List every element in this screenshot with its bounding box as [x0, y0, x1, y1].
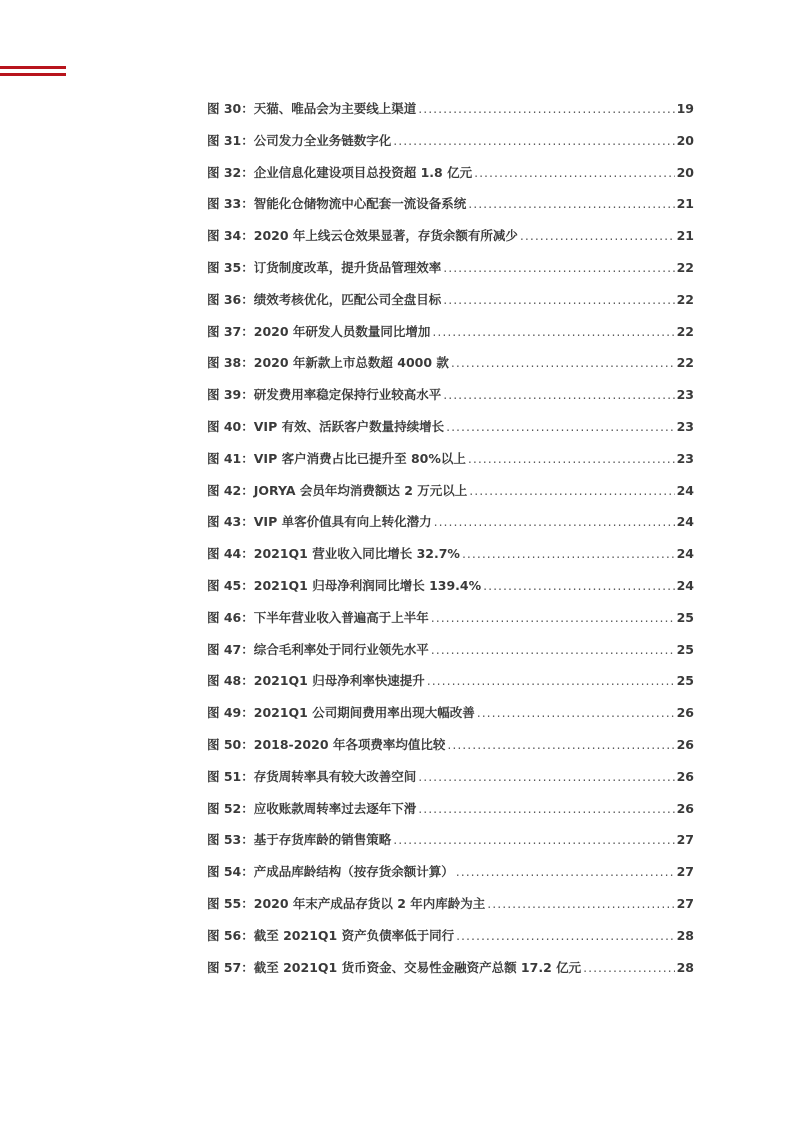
toc-entry-title: 综合毛利率处于同行业领先水平: [253, 641, 429, 657]
toc-entry-label: 图 46：: [207, 609, 254, 625]
toc-entry-label: 图 45：: [207, 577, 254, 593]
toc-entry-title: 2020 年新款上市总数超 4000 款: [253, 355, 449, 371]
toc-entry-page: 22: [676, 259, 694, 275]
toc-entry-label: 图 38：: [207, 355, 254, 371]
toc-entry-title: 截至 2021Q1 资产负债率低于同行: [253, 927, 455, 943]
toc-entry-title: VIP 单客价值具有向上转化潜力: [253, 514, 432, 530]
toc-entry[interactable]: [207, 419, 694, 451]
toc-entry-label: 图 50：: [207, 736, 254, 752]
toc-entry[interactable]: [207, 610, 694, 642]
toc-dot-leader: [393, 133, 674, 149]
toc-entry[interactable]: [207, 483, 694, 515]
toc-entry-page: 24: [676, 482, 694, 498]
toc-entry-page: 25: [676, 641, 694, 657]
toc-entry-title: VIP 有效、活跃客户数量持续增长: [253, 418, 445, 434]
toc-entry-page: 25: [676, 673, 694, 689]
toc-entry[interactable]: [207, 769, 694, 801]
toc-entry[interactable]: [207, 578, 694, 610]
toc-entry[interactable]: [207, 292, 694, 324]
toc-entry-title: 企业信息化建设项目总投资超 1.8 亿元: [253, 164, 473, 180]
toc-entry-title: 基于存货库龄的销售策略: [253, 832, 392, 848]
toc-entry-label: 图 54：: [207, 864, 254, 880]
toc-entry-title: 2020 年上线云仓效果显著，存货余额有所减少: [253, 228, 518, 244]
toc-entry[interactable]: [207, 165, 694, 197]
figure-toc-list: [207, 101, 694, 991]
toc-entry-page: 24: [676, 546, 694, 562]
toc-entry-label: 图 31：: [207, 132, 254, 148]
toc-entry-label: 图 37：: [207, 323, 254, 339]
toc-entry-page: 24: [676, 577, 694, 593]
toc-entry-title: 天猫、唯品会为主要线上渠道: [253, 101, 417, 116]
toc-dot-leader: [487, 896, 674, 912]
toc-entry[interactable]: [207, 928, 694, 960]
toc-entry-page: 28: [676, 959, 694, 975]
toc-entry-page: 27: [676, 832, 694, 848]
toc-entry[interactable]: [207, 101, 694, 133]
toc-entry-page: 22: [676, 355, 694, 371]
toc-entry-page: 25: [676, 609, 694, 625]
toc-entry[interactable]: [207, 546, 694, 578]
toc-entry-label: 图 33：: [207, 196, 254, 212]
toc-entry-title: 产成品库龄结构（按存货余额计算）: [253, 864, 454, 880]
toc-dot-leader: [468, 451, 675, 467]
toc-entry[interactable]: [207, 864, 694, 896]
toc-entry-title: 存货周转率具有较大改善空间: [253, 768, 417, 784]
toc-dot-leader: [418, 769, 674, 785]
header-rule-top: [0, 66, 66, 69]
toc-entry-page: 26: [676, 768, 694, 784]
toc-entry-label: 图 44：: [207, 546, 254, 562]
toc-dot-leader: [393, 832, 674, 848]
toc-entry-label: 图 30：: [207, 101, 254, 116]
toc-entry[interactable]: [207, 451, 694, 483]
toc-entry-label: 图 53：: [207, 832, 254, 848]
header-rule-bottom: [0, 73, 66, 76]
toc-entry-title: 订货制度改革，提升货品管理效率: [253, 259, 442, 275]
toc-entry-label: 图 56：: [207, 927, 254, 943]
toc-entry-title: 截至 2021Q1 货币资金、交易性金融资产总额 17.2 亿元: [253, 959, 582, 975]
toc-dot-leader: [431, 642, 675, 658]
toc-entry[interactable]: [207, 133, 694, 165]
toc-entry[interactable]: [207, 387, 694, 419]
toc-entry-page: 19: [676, 101, 694, 116]
toc-entry-page: 20: [676, 164, 694, 180]
toc-entry-title: VIP 客户消费占比已提升至 80%以上: [253, 450, 466, 466]
toc-entry-page: 28: [676, 927, 694, 943]
toc-entry-label: 图 51：: [207, 768, 254, 784]
toc-dot-leader: [443, 292, 674, 308]
toc-entry-title: 2021Q1 归母净利润同比增长 139.4%: [253, 577, 482, 593]
toc-dot-leader: [477, 705, 675, 721]
toc-entry-label: 图 42：: [207, 482, 254, 498]
toc-entry-title: JORYA 会员年均消费额达 2 万元以上: [253, 482, 468, 498]
toc-dot-leader: [483, 578, 674, 594]
toc-entry-title: 2021Q1 公司期间费用率出现大幅改善: [253, 705, 475, 721]
toc-entry-page: 23: [676, 450, 694, 466]
toc-dot-leader: [443, 387, 674, 403]
toc-entry-label: 图 55：: [207, 895, 254, 911]
toc-entry-label: 图 39：: [207, 387, 254, 403]
toc-entry-page: 26: [676, 736, 694, 752]
toc-entry[interactable]: [207, 896, 694, 928]
toc-dot-leader: [456, 928, 675, 944]
toc-entry-label: 图 52：: [207, 800, 254, 816]
toc-entry[interactable]: [207, 737, 694, 769]
toc-entry-title: 研发费用率稳定保持行业较高水平: [253, 387, 442, 403]
toc-dot-leader: [462, 546, 675, 562]
toc-entry-title: 绩效考核优化，匹配公司全盘目标: [253, 291, 442, 307]
toc-entry-page: 22: [676, 323, 694, 339]
toc-dot-leader: [447, 737, 674, 753]
toc-entry-page: 26: [676, 705, 694, 721]
toc-entry-title: 公司发力全业务链数字化: [253, 132, 392, 148]
toc-entry-label: 图 43：: [207, 514, 254, 530]
toc-entry-page: 21: [676, 228, 694, 244]
toc-entry[interactable]: [207, 514, 694, 546]
toc-entry-label: 图 48：: [207, 673, 254, 689]
toc-dot-leader: [443, 260, 674, 276]
toc-entry-page: 24: [676, 514, 694, 530]
toc-entry-title: 应收账款周转率过去逐年下滑: [253, 800, 417, 816]
toc-dot-leader: [520, 228, 675, 244]
toc-entry[interactable]: [207, 355, 694, 387]
toc-entry[interactable]: [207, 673, 694, 705]
toc-entry-label: 图 34：: [207, 228, 254, 244]
toc-entry-label: 图 40：: [207, 418, 254, 434]
toc-entry[interactable]: [207, 324, 694, 356]
toc-entry-title: 2020 年末产成品存货以 2 年内库龄为主: [253, 895, 486, 911]
toc-entry[interactable]: [207, 196, 694, 228]
toc-entry-title: 智能化仓储物流中心配套一流设备系统: [253, 196, 467, 212]
toc-entry-label: 图 32：: [207, 164, 254, 180]
toc-entry-title: 下半年营业收入普遍高于上半年: [253, 609, 429, 625]
toc-entry-label: 图 47：: [207, 641, 254, 657]
toc-entry-title: 2020 年研发人员数量同比增加: [253, 323, 431, 339]
toc-entry[interactable]: [207, 705, 694, 737]
toc-entry[interactable]: [207, 801, 694, 833]
toc-dot-leader: [469, 483, 674, 499]
toc-entry-page: 21: [676, 196, 694, 212]
toc-entry-page: 20: [676, 132, 694, 148]
toc-entry-page: 23: [676, 387, 694, 403]
toc-entry-label: 图 49：: [207, 705, 254, 721]
toc-entry-title: 2018-2020 年各项费率均值比较: [253, 736, 446, 752]
toc-dot-leader: [446, 419, 675, 435]
toc-dot-leader: [451, 355, 675, 371]
toc-dot-leader: [431, 610, 675, 626]
toc-entry-label: 图 35：: [207, 259, 254, 275]
toc-dot-leader: [418, 101, 674, 117]
toc-dot-leader: [583, 960, 674, 976]
toc-entry-title: 2021Q1 归母净利率快速提升: [253, 673, 425, 689]
toc-entry-label: 图 57：: [207, 959, 254, 975]
toc-entry[interactable]: [207, 642, 694, 674]
toc-dot-leader: [468, 196, 674, 212]
toc-dot-leader: [418, 801, 674, 817]
toc-entry[interactable]: [207, 260, 694, 292]
toc-entry-page: 27: [676, 864, 694, 880]
toc-dot-leader: [432, 324, 674, 340]
toc-dot-leader: [474, 165, 674, 181]
toc-dot-leader: [434, 514, 675, 530]
toc-entry-title: 2021Q1 营业收入同比增长 32.7%: [253, 546, 460, 562]
toc-entry-page: 22: [676, 291, 694, 307]
toc-entry-page: 23: [676, 418, 694, 434]
toc-entry-page: 27: [676, 895, 694, 911]
toc-entry-page: 26: [676, 800, 694, 816]
toc-entry[interactable]: [207, 228, 694, 260]
toc-entry-label: 图 41：: [207, 450, 254, 466]
toc-entry[interactable]: [207, 960, 694, 992]
toc-dot-leader: [427, 673, 675, 689]
toc-entry-label: 图 36：: [207, 291, 254, 307]
toc-entry[interactable]: [207, 832, 694, 864]
toc-dot-leader: [456, 864, 675, 880]
